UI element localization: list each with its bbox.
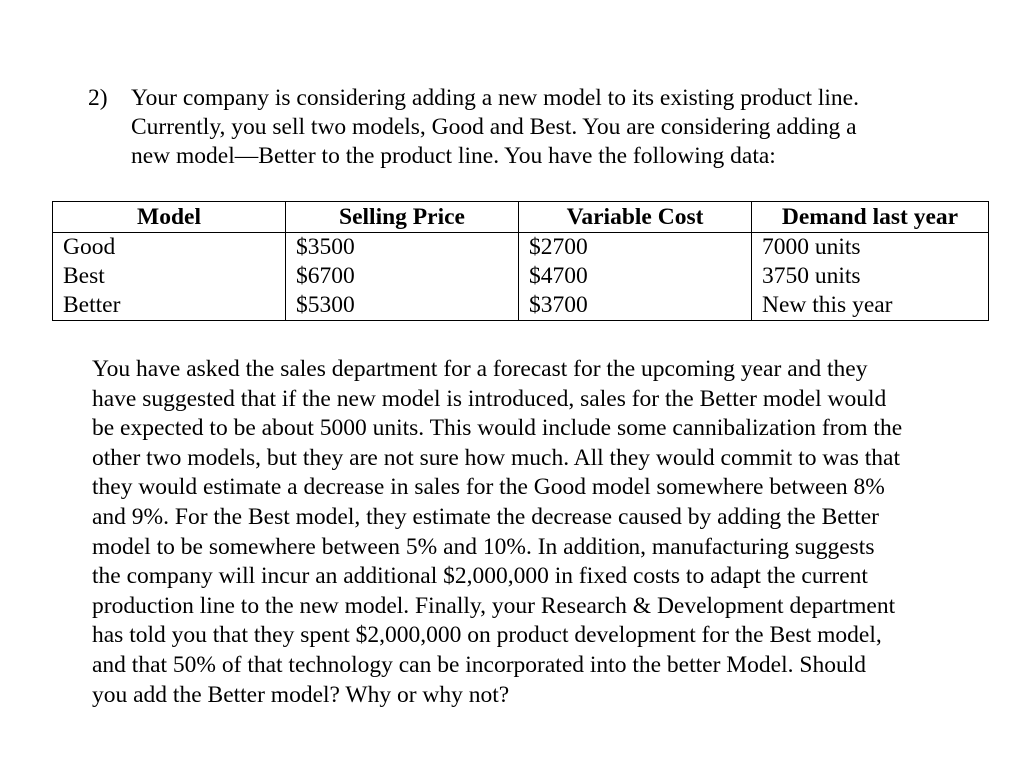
cell-variable-cost: $4700 — [519, 262, 752, 291]
paragraph-line: the company will incur an additional $2,000,000 in fixed costs to adapt the current — [92, 563, 868, 590]
header-model: Model — [53, 202, 286, 233]
question-number: 2) — [88, 85, 108, 111]
paragraph-line: and 9%. For the Best model, they estimate the decrease caused by adding the Better — [92, 503, 879, 530]
question-block — [88, 84, 968, 171]
intro-line: Your company is considering adding a new model to its existing product line. — [131, 85, 859, 111]
intro-line: new model—Better to the product line. You have the following data: — [131, 143, 776, 169]
paragraph-line: and that 50% of that technology can be incorporated into the better Model. Should — [92, 651, 866, 678]
cell-demand: 7000 units — [752, 233, 989, 263]
table-header-row — [53, 202, 989, 233]
header-demand-last-year: Demand last year — [752, 202, 989, 233]
table-row — [53, 262, 989, 291]
paragraph-line: You have asked the sales department for a forecast for the upcoming year and they — [92, 356, 868, 382]
paragraph-line: model to be somewhere between 5% and 10%. In addition, manufacturing suggests — [92, 533, 875, 560]
paragraph-line: production line to the new model. Finally, your Research & Development department — [92, 592, 896, 619]
paragraph-line: has told you that they spent $2,000,000 on product development for the Best model, — [92, 622, 882, 649]
cell-demand: 3750 units — [752, 262, 989, 291]
cell-selling-price: $6700 — [286, 262, 519, 291]
table-row — [53, 233, 989, 263]
paragraph-line: have suggested that if the new model is introduced, sales for the Better model would — [92, 385, 887, 412]
cell-variable-cost: $3700 — [519, 291, 752, 321]
paragraph-line: you add the Better model? Why or why not? — [92, 681, 510, 708]
cell-model: Better — [53, 291, 286, 321]
cell-selling-price: $3500 — [286, 233, 519, 263]
cell-model: Good — [53, 233, 286, 263]
table-row — [53, 291, 989, 321]
paragraph-line: they would estimate a decrease in sales for the Good model somewhere between 8% — [92, 474, 885, 501]
paragraph-line: be expected to be about 5000 units. This would include some cannibalization from the — [92, 415, 903, 442]
header-variable-cost: Variable Cost — [519, 202, 752, 233]
question-intro — [131, 84, 968, 171]
scenario-paragraph — [92, 355, 992, 710]
header-selling-price: Selling Price — [286, 202, 519, 233]
cell-demand: New this year — [752, 291, 989, 321]
intro-line: Currently, you sell two models, Good and Best. You are considering adding a — [131, 114, 857, 140]
paragraph-line: other two models, but they are not sure how much. All they would commit to was that — [92, 444, 901, 471]
cell-model: Best — [53, 262, 286, 291]
cell-selling-price: $5300 — [286, 291, 519, 321]
model-data-table — [52, 201, 989, 321]
cell-variable-cost: $2700 — [519, 233, 752, 263]
